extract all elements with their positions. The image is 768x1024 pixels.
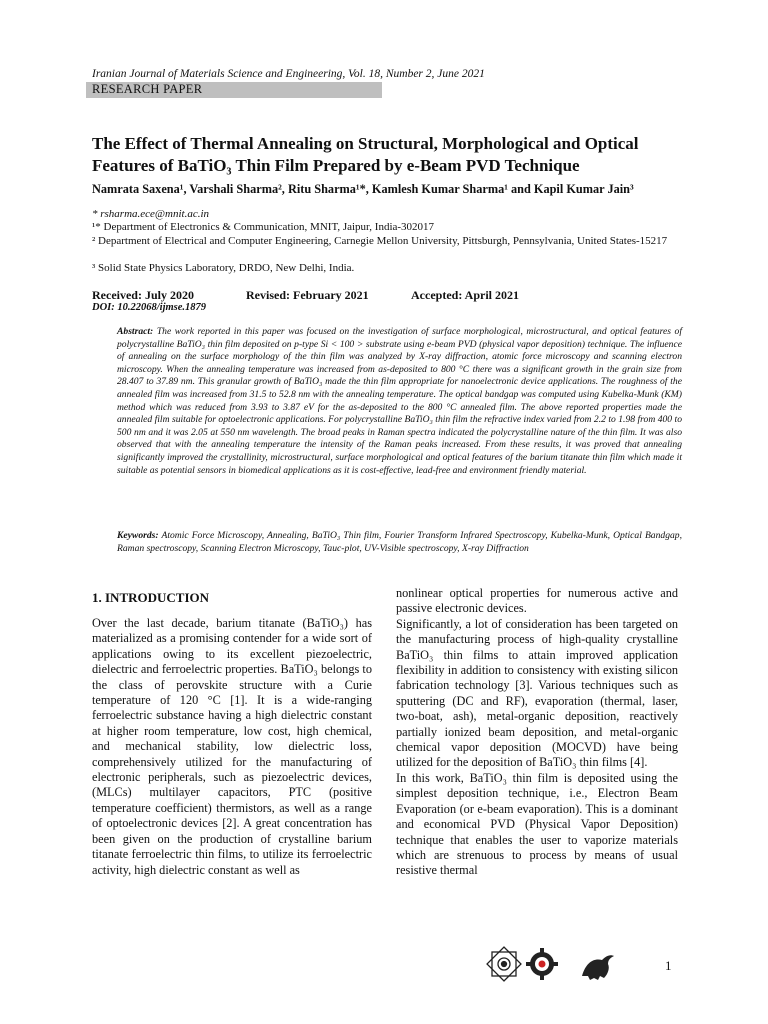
received-date: Received: July 2020 (92, 288, 194, 302)
title-line-2: Features of BaTiO₃ Thin Film Prepared by e-Beam PVD Technique (92, 156, 580, 175)
dates-row (92, 288, 519, 303)
right-column (396, 586, 678, 879)
intro-paragraph-3: Significantly, a lot of consideration has been targeted on the manufacturing process of high-quality crystalline BaTiO₃ thin films to attain improved application flexibility in addition to consistency with existing silicon fabrication technology [3]. Various techniques such as sputtering (DC and RF), evaporation (thermal, laser, two-boat, ash), metal-organic deposition, reactively partially ionized beam deposition, and metal-organic chemical vapor deposition (MOCVD) have being utilized for the deposition of BaTiO₃ thin films [4]. (396, 616, 678, 770)
left-column (92, 616, 372, 878)
affiliation-3: ³ Solid State Physics Laboratory, DRDO, New Delhi, India. (92, 262, 355, 274)
intro-paragraph-1: Over the last decade, barium titanate (BaTiO₃) has materialized as a promising contender for a wide sort of applications owing to its excellent piezoelectric, dielectric and ferroelectric properties. BaTiO₃ belongs to the class of perovskite structure with a Curie temperature of 120 °C [1]. It is a wide-ranging ferroelectric substance having a high dielectric constant at higher room temperature, low cost, high chemical, and mechanical stability, low dielectric loss, comprehensively utilized for the manufacturing of electronic peripherals, such as piezoelectric devices, (MLCs) multilayer capacitors, PTC (positive temperature coefficient) thermistors, as well as a range of optoelectronic devices [2]. A great concentration has been given on the production of crystalline barium titanate ferroelectric thin films, to utilize its ferroelectric activity, high dielectric constant as well as (92, 616, 372, 877)
doi: DOI: 10.22068/ijmse.1879 (92, 302, 207, 313)
section-banner (86, 82, 382, 98)
email-text: * rsharma.ece@mnit.ac.in (92, 208, 210, 220)
accepted-date: Accepted: April 2021 (411, 288, 519, 302)
keywords-text: Atomic Force Microscopy, Annealing, BaTiO₃ Thin film, Fourier Transform Infrared Spectroscopy, Kubelka-Munk, Optical Bandgap, Raman spectroscopy, Scanning Electron Microscopy, Tauc-plot, UV-Visible spectroscopy, X-ray Diffraction (117, 530, 682, 554)
ornament-logo-icon (487, 947, 521, 981)
abstract-label: Abstract: (117, 326, 154, 337)
affiliation-1: ¹* Department of Electronics & Communication, MNIT, Jaipur, India-302017 (92, 221, 435, 233)
society-logos-icon (484, 944, 614, 984)
keywords (117, 530, 682, 555)
revised-date: Revised: February 2021 (246, 288, 369, 302)
abstract-text: The work reported in this paper was focused on the investigation of surface morphological, microstructural, and optical features of polycrystalline BaTiO₃ thin film deposited on p-type Si < 100 > substrate using e-beam PVD (physical vapor deposition) technique. The influence of annealing on the surface morphology of the thin film was analyzed by X-ray diffraction, atomic force microscopy and scanning electron microscopy. When the annealing temperature was increased from as-deposited to 800 °C there was a significant growth in the grain size from 28.407 to 37.89 nm. This granular growth of BaTiO₃ made the thin film appropriate for nanoelectronic device applications. The roughness of the annealed film was increased from 31.5 to 52.8 nm with the annealing temperature. The optical bandgap was computed using Kubelka-Munk (KM) method which was reduced from 3.93 to 3.87 eV for the as-deposited to the 800 °C annealed film. The above reported properties made the annealed film suitable for optoelectronic applications. For polycrystalline BaTiO₃ thin film the refractive index varied from 2.2 to 1.98 from 400 to 500 nm and it was 2.05 at 550 nm wavelength. The broad peaks in Raman spectra indicated the polycrystalline nature of the thin film. It was also observed that with the annealing temperature the intensity of the Raman peaks increased. From these results, it was proved that annealing significantly improved the crystallinity, microstructural, surface morphological and optical features of the barium titanate thin film which made it suitable as potential sensors in biomedical applications as it is cost-effective, lead-free and environment friendly material. (117, 326, 683, 476)
title-line-1: The Effect of Thermal Annealing on Structural, Morphological and Optical (92, 134, 639, 153)
gear-logo-icon (526, 948, 558, 980)
intro-paragraph-2: nonlinear optical properties for numerous active and passive electronic devices. (396, 586, 678, 616)
section-heading: 1. INTRODUCTION (92, 590, 210, 605)
corresponding-email (92, 208, 692, 222)
intro-paragraph-4: In this work, BaTiO₃ thin film is deposited using the simplest deposition technique, i.e., Electron Beam Evaporation (or e-beam evaporation). This is a dominant and economical PVD (Physical Vapor Deposition) technique that enables the user to vaporize materials which are strenuous to process by means of usual resistive thermal (396, 770, 678, 878)
abstract (117, 326, 682, 477)
publisher-logos (484, 944, 614, 984)
paper-title (92, 133, 692, 177)
page-number: 1 (665, 958, 672, 973)
affiliation-2: ² Department of Electrical and Computer Engineering, Carnegie Mellon University, Pittsburgh, Pennsylvania, United States-15217 (92, 235, 668, 247)
section-banner-label: RESEARCH PAPER (92, 82, 203, 96)
griffin-logo-icon (582, 955, 614, 980)
keywords-label: Keywords: (117, 530, 159, 541)
journal-header: Iranian Journal of Materials Science and Engineering, Vol. 18, Number 2, June 2021 (92, 68, 485, 80)
author-list: Namrata Saxena¹, Varshali Sharma², Ritu Sharma¹*, Kamlesh Kumar Sharma¹ and Kapil Kumar Jain³ (92, 182, 634, 196)
